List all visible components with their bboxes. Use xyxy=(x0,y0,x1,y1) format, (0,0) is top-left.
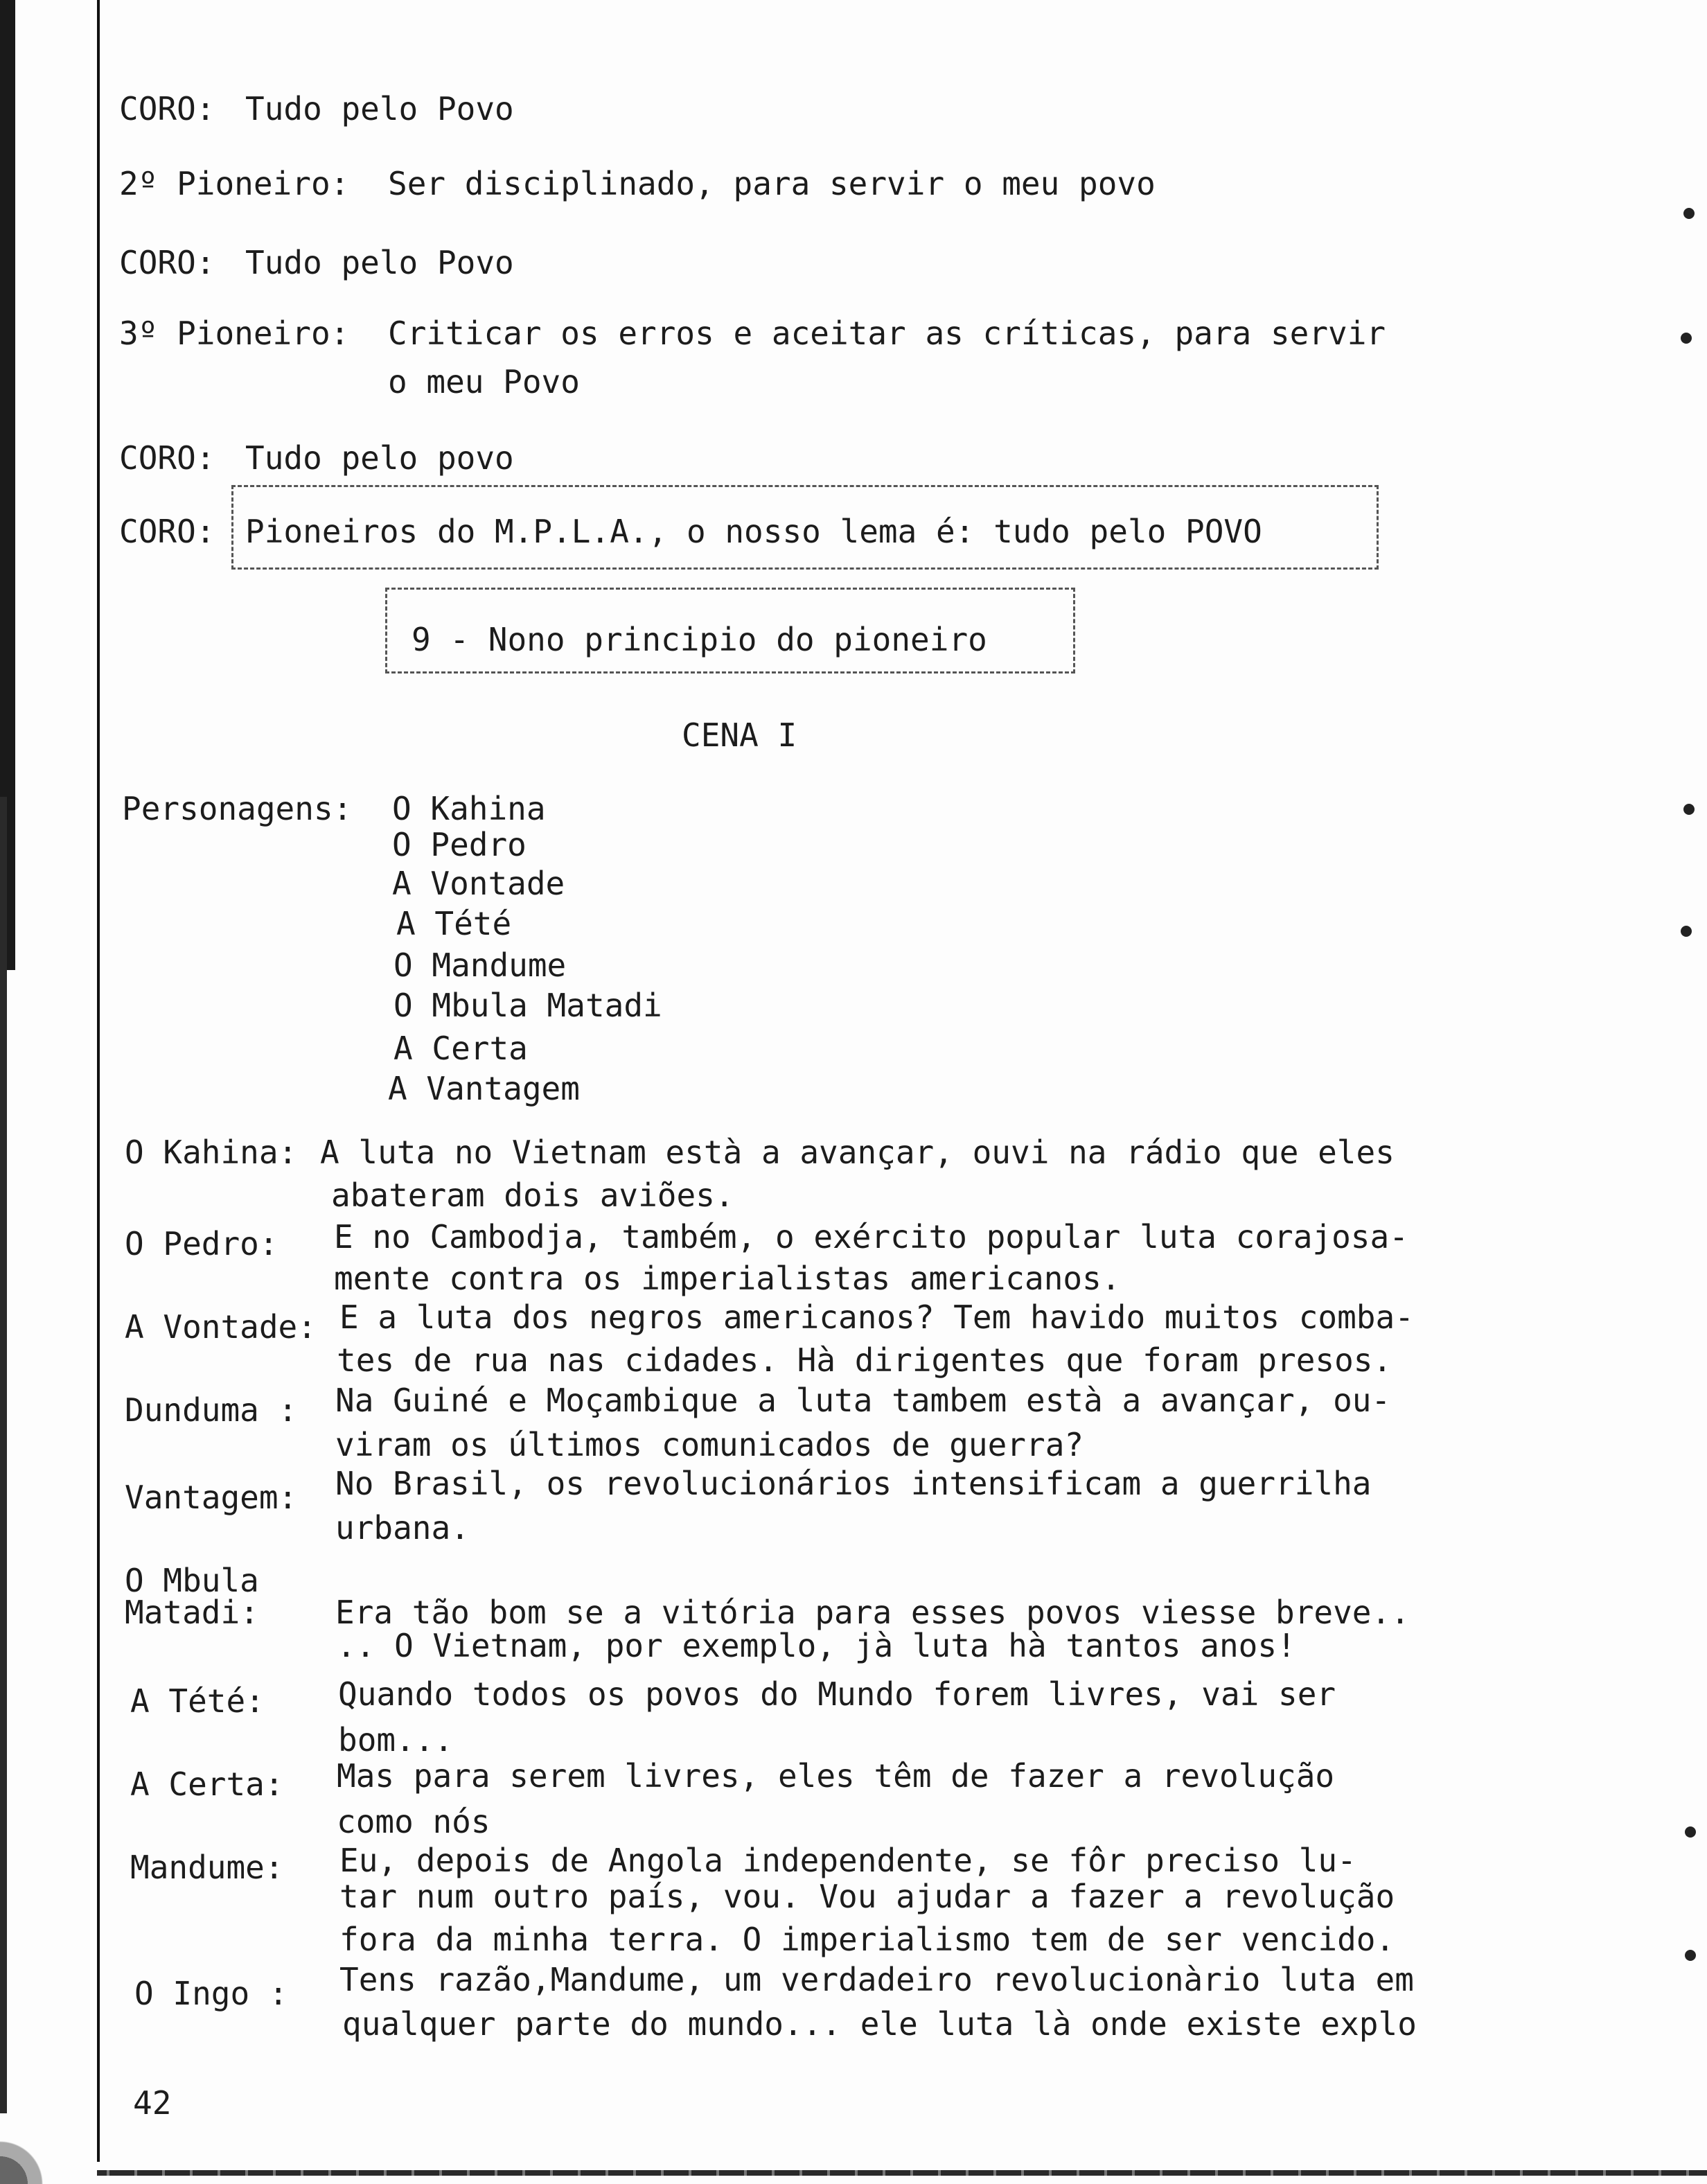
binding-hole-mark xyxy=(1685,1950,1696,1961)
page-number: 42 xyxy=(133,2084,172,2122)
characters-label: Personagens: xyxy=(122,790,353,827)
dialogue-text: abateram dois aviões. xyxy=(331,1177,734,1214)
dialogue-text: qualquer parte do mundo... ele luta là onde existe explo xyxy=(342,2005,1417,2043)
dialogue-text: .. O Vietnam, por exemplo, jà luta hà tantos anos! xyxy=(337,1627,1296,1664)
speaker-mandume: Mandume: xyxy=(130,1849,284,1886)
dialogue-text: A luta no Vietnam està a avançar, ouvi na rádio que eles xyxy=(320,1134,1395,1171)
dialogue-text: Tudo pelo Povo xyxy=(245,244,514,281)
dialogue-text: Tudo pelo Povo xyxy=(245,90,514,127)
speaker-pioneer-3: 3º Pioneiro: xyxy=(119,315,350,352)
speaker-certa: A Certa: xyxy=(130,1765,284,1803)
dialogue-text: como nós xyxy=(337,1803,490,1840)
motto-text: Pioneiros do M.P.L.A., o nosso lema é: tudo pelo POVO xyxy=(245,513,1262,550)
dialogue-text: Criticar os erros e aceitar as críticas, para servir xyxy=(388,315,1386,352)
character-name: O Mandume xyxy=(393,946,567,984)
speaker-coro: CORO: xyxy=(119,90,215,127)
dialogue-text: Tens razão,Mandume, um verdadeiro revolucionàrio luta em xyxy=(339,1961,1414,1998)
speaker-kahina: O Kahina: xyxy=(125,1134,298,1171)
speaker-dunduma: Dunduma : xyxy=(125,1391,298,1429)
dialogue-text: Mas para serem livres, eles têm de fazer a revolução xyxy=(337,1757,1335,1795)
dialogue-text: Ser disciplinado, para servir o meu povo xyxy=(388,165,1156,202)
speaker-vantagem: Vantagem: xyxy=(125,1479,298,1516)
dialogue-text: urbana. xyxy=(335,1509,470,1547)
dialogue-text: Era tão bom se a vitória para esses povos viesse breve.. xyxy=(335,1594,1410,1631)
dialogue-text: o meu Povo xyxy=(388,363,580,400)
binding-hole-mark xyxy=(1683,804,1695,815)
speaker-mbula-matadi: O Mbula xyxy=(125,1562,259,1599)
dialogue-text: Quando todos os povos do Mundo forem livres, vai ser xyxy=(338,1675,1336,1713)
dialogue-text: E a luta dos negros americanos? Tem havido muitos comba- xyxy=(339,1298,1414,1336)
speaker-coro: CORO: xyxy=(119,513,215,550)
binding-hole-mark xyxy=(1681,926,1692,937)
binding-hole-mark xyxy=(1683,208,1695,219)
dialogue-text: No Brasil, os revolucionários intensificam a guerrilha xyxy=(335,1465,1372,1502)
speaker-coro: CORO: xyxy=(119,244,215,281)
dialogue-text: tar num outro país, vou. Vou ajudar a fazer a revolução xyxy=(339,1878,1395,1915)
dialogue-text: Tudo pelo povo xyxy=(245,439,514,477)
dialogue-text: bom... xyxy=(338,1721,454,1759)
character-name: O Mbula Matadi xyxy=(393,987,662,1024)
scene-title: CENA I xyxy=(682,716,797,754)
dialogue-text: mente contra os imperialistas americanos. xyxy=(334,1260,1121,1297)
speaker-mbula-matadi: Matadi: xyxy=(125,1594,259,1631)
speaker-vontade: A Vontade: xyxy=(125,1308,317,1346)
dialogue-text: tes de rua nas cidades. Hà dirigentes que foram presos. xyxy=(337,1341,1392,1379)
character-name: A Certa xyxy=(393,1030,528,1067)
character-name: A Vantagem xyxy=(388,1070,580,1107)
character-name: O Pedro xyxy=(392,826,527,863)
speaker-pedro: O Pedro: xyxy=(125,1225,278,1262)
speaker-ingo: O Ingo : xyxy=(134,1975,288,2012)
dialogue-text: fora da minha terra. O imperialismo tem de ser vencido. xyxy=(339,1921,1395,1958)
character-name: A Vontade xyxy=(392,865,565,902)
character-name: A Tété xyxy=(396,905,512,942)
bottom-rule xyxy=(97,2170,1707,2176)
dialogue-text: viram os últimos comunicados de guerra? xyxy=(335,1426,1084,1463)
binding-hole-mark xyxy=(1685,1826,1696,1838)
character-name: O Kahina xyxy=(392,790,546,827)
speaker-pioneer-2: 2º Pioneiro: xyxy=(119,165,350,202)
scan-edge-shadow-lower xyxy=(0,797,7,2113)
dialogue-text: Eu, depois de Angola independente, se fôr preciso lu- xyxy=(339,1842,1356,1879)
principle-title: 9 - Nono principio do pioneiro xyxy=(412,621,987,658)
scan-corner-mark xyxy=(0,2106,76,2184)
speaker-tete: A Tété: xyxy=(130,1682,265,1720)
dialogue-text: E no Cambodja, também, o exército popular luta corajosa- xyxy=(334,1218,1408,1256)
margin-rule xyxy=(97,0,100,2162)
binding-hole-mark xyxy=(1681,333,1692,344)
speaker-coro: CORO: xyxy=(119,439,215,477)
dialogue-text: Na Guiné e Moçambique a luta tambem està a avançar, ou- xyxy=(335,1382,1391,1419)
